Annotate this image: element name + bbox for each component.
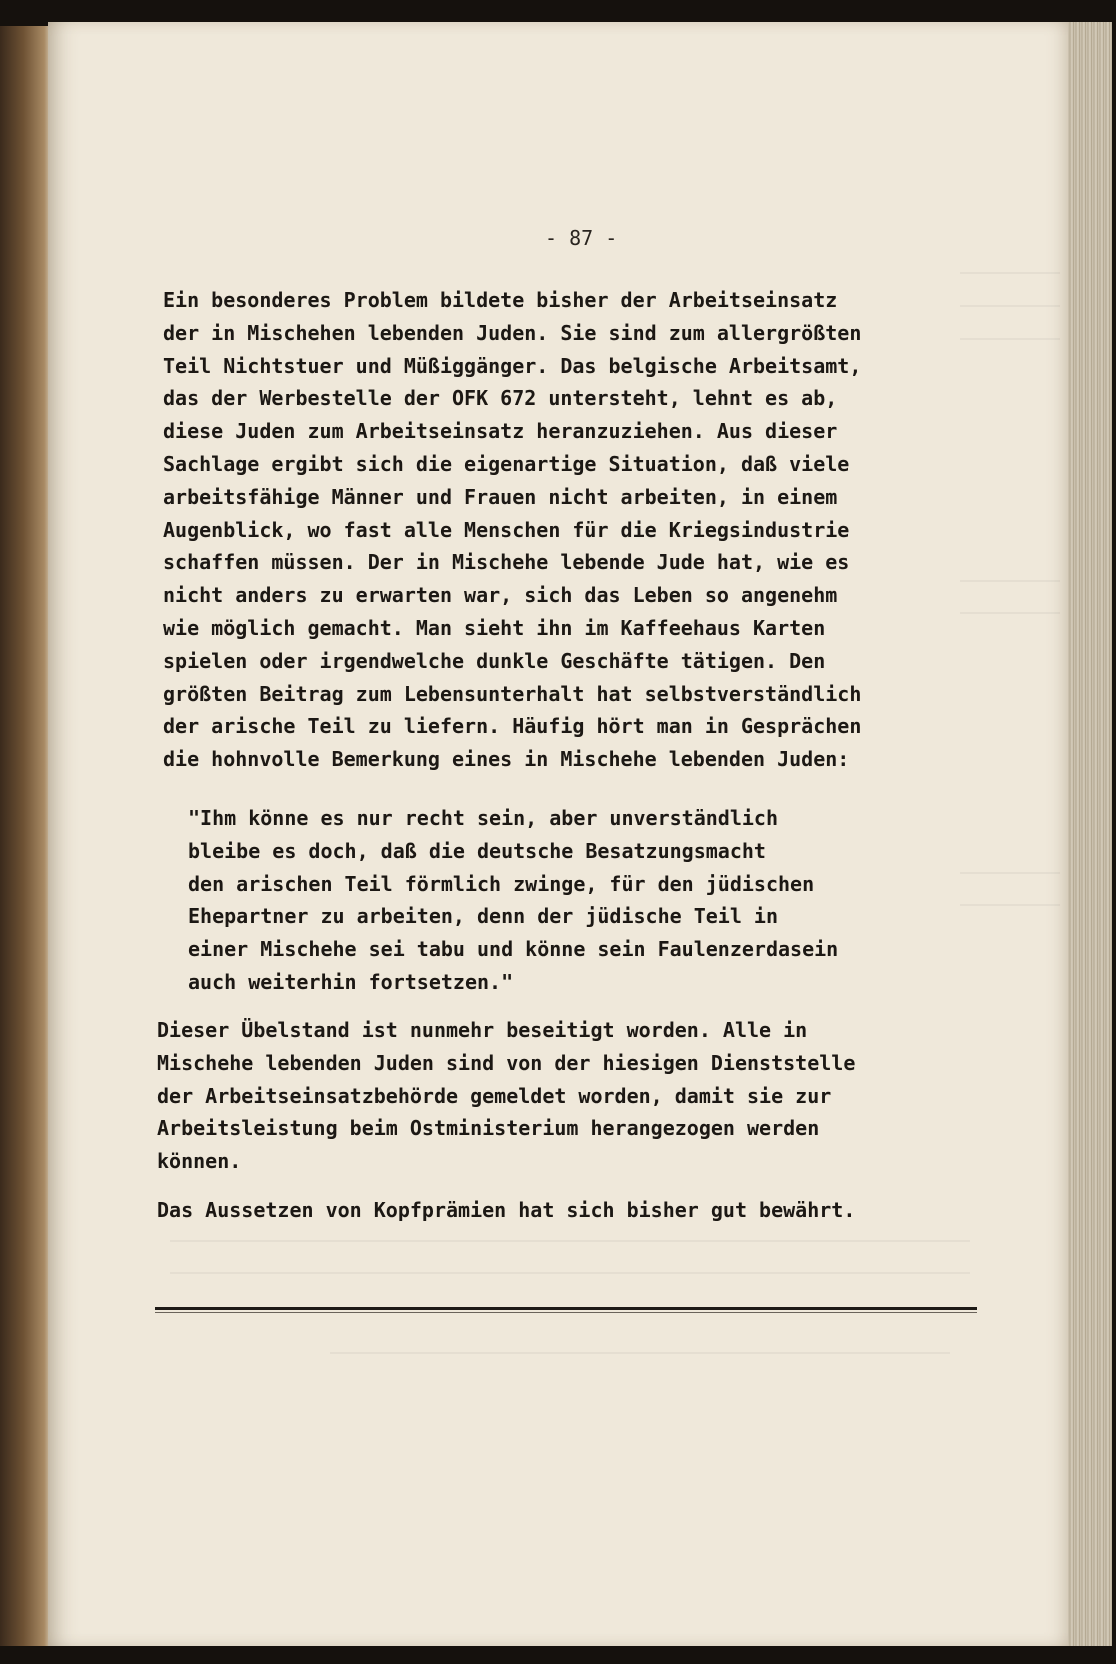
section-divider-rule-thin	[155, 1312, 977, 1313]
text-line: Ein besonderes Problem bildete bisher der Arbeitseinsatz	[163, 288, 838, 312]
quote-line: Ehepartner zu arbeiten, denn der jüdische Teil in	[188, 904, 779, 929]
page-number: - 87 -	[545, 226, 618, 250]
text-line: können.	[157, 1149, 242, 1174]
block-quote	[188, 802, 838, 999]
text-line: schaffen müssen. Der in Mischehe lebende Jude hat, wie es	[163, 550, 850, 575]
text-line: die hohnvolle Bemerkung eines in Mischehe lebenden Juden:	[163, 747, 850, 772]
text-line: wie möglich gemacht. Man sieht ihn im Kaffeehaus Karten	[163, 615, 826, 640]
text-line: der arische Teil zu liefern. Häufig hört man in Gesprächen	[163, 714, 862, 739]
quote-line: den arischen Teil förmlich zwinge, für den jüdischen	[188, 871, 815, 896]
text-line: Mischehe lebenden Juden sind von der hiesigen Dienststelle	[157, 1050, 856, 1075]
text-line: Arbeitsleistung beim Ostministerium herangezogen werden	[157, 1116, 820, 1141]
quote-line: auch weiterhin fortsetzen."	[188, 969, 514, 994]
page-stack-edge	[1068, 22, 1112, 1646]
quote-line: bleibe es doch, daß die deutsche Besatzungsmacht	[188, 838, 766, 863]
text-line: nicht anders zu erwarten war, sich das Leben so angenehm	[163, 583, 838, 608]
text-line: der Arbeitseinsatzbehörde gemeldet worden, damit sie zur	[157, 1083, 832, 1108]
text-line: Augenblick, wo fast alle Menschen für die Kriegsindustrie	[163, 517, 850, 542]
quote-line: "Ihm könne es nur recht sein, aber unverständlich	[188, 806, 779, 830]
text-line: Teil Nichtstuer und Müßiggänger. Das belgische Arbeitsamt,	[163, 353, 862, 378]
paragraph-uebelstand	[157, 1014, 855, 1178]
text-line: diese Juden zum Arbeitseinsatz heranzuziehen. Aus dieser	[163, 419, 838, 444]
book-binding-edge	[0, 26, 52, 1646]
text-line: größten Beitrag zum Lebensunterhalt hat selbstverständlich	[163, 681, 862, 706]
text-line: Das Aussetzen von Kopfprämien hat sich bisher gut bewährt.	[157, 1198, 856, 1222]
text-line: Dieser Übelstand ist nunmehr beseitigt worden. Alle in	[157, 1018, 808, 1042]
section-divider-rule	[155, 1307, 977, 1310]
text-line: spielen oder irgendwelche dunkle Geschäfte tätigen. Den	[163, 648, 826, 673]
quote-line: einer Mischehe sei tabu und könne sein Faulenzerdasein	[188, 937, 839, 962]
paragraph-arbeitseinsatz	[163, 284, 861, 776]
text-line: das der Werbestelle der OFK 672 untersteht, lehnt es ab,	[163, 386, 838, 411]
text-line: Sachlage ergibt sich die eigenartige Situation, daß viele	[163, 451, 850, 476]
text-line: arbeitsfähige Männer und Frauen nicht arbeiten, in einem	[163, 484, 838, 509]
text-line: der in Mischehen lebenden Juden. Sie sind zum allergrößten	[163, 320, 862, 345]
paragraph-kopfpraemien	[157, 1194, 855, 1227]
